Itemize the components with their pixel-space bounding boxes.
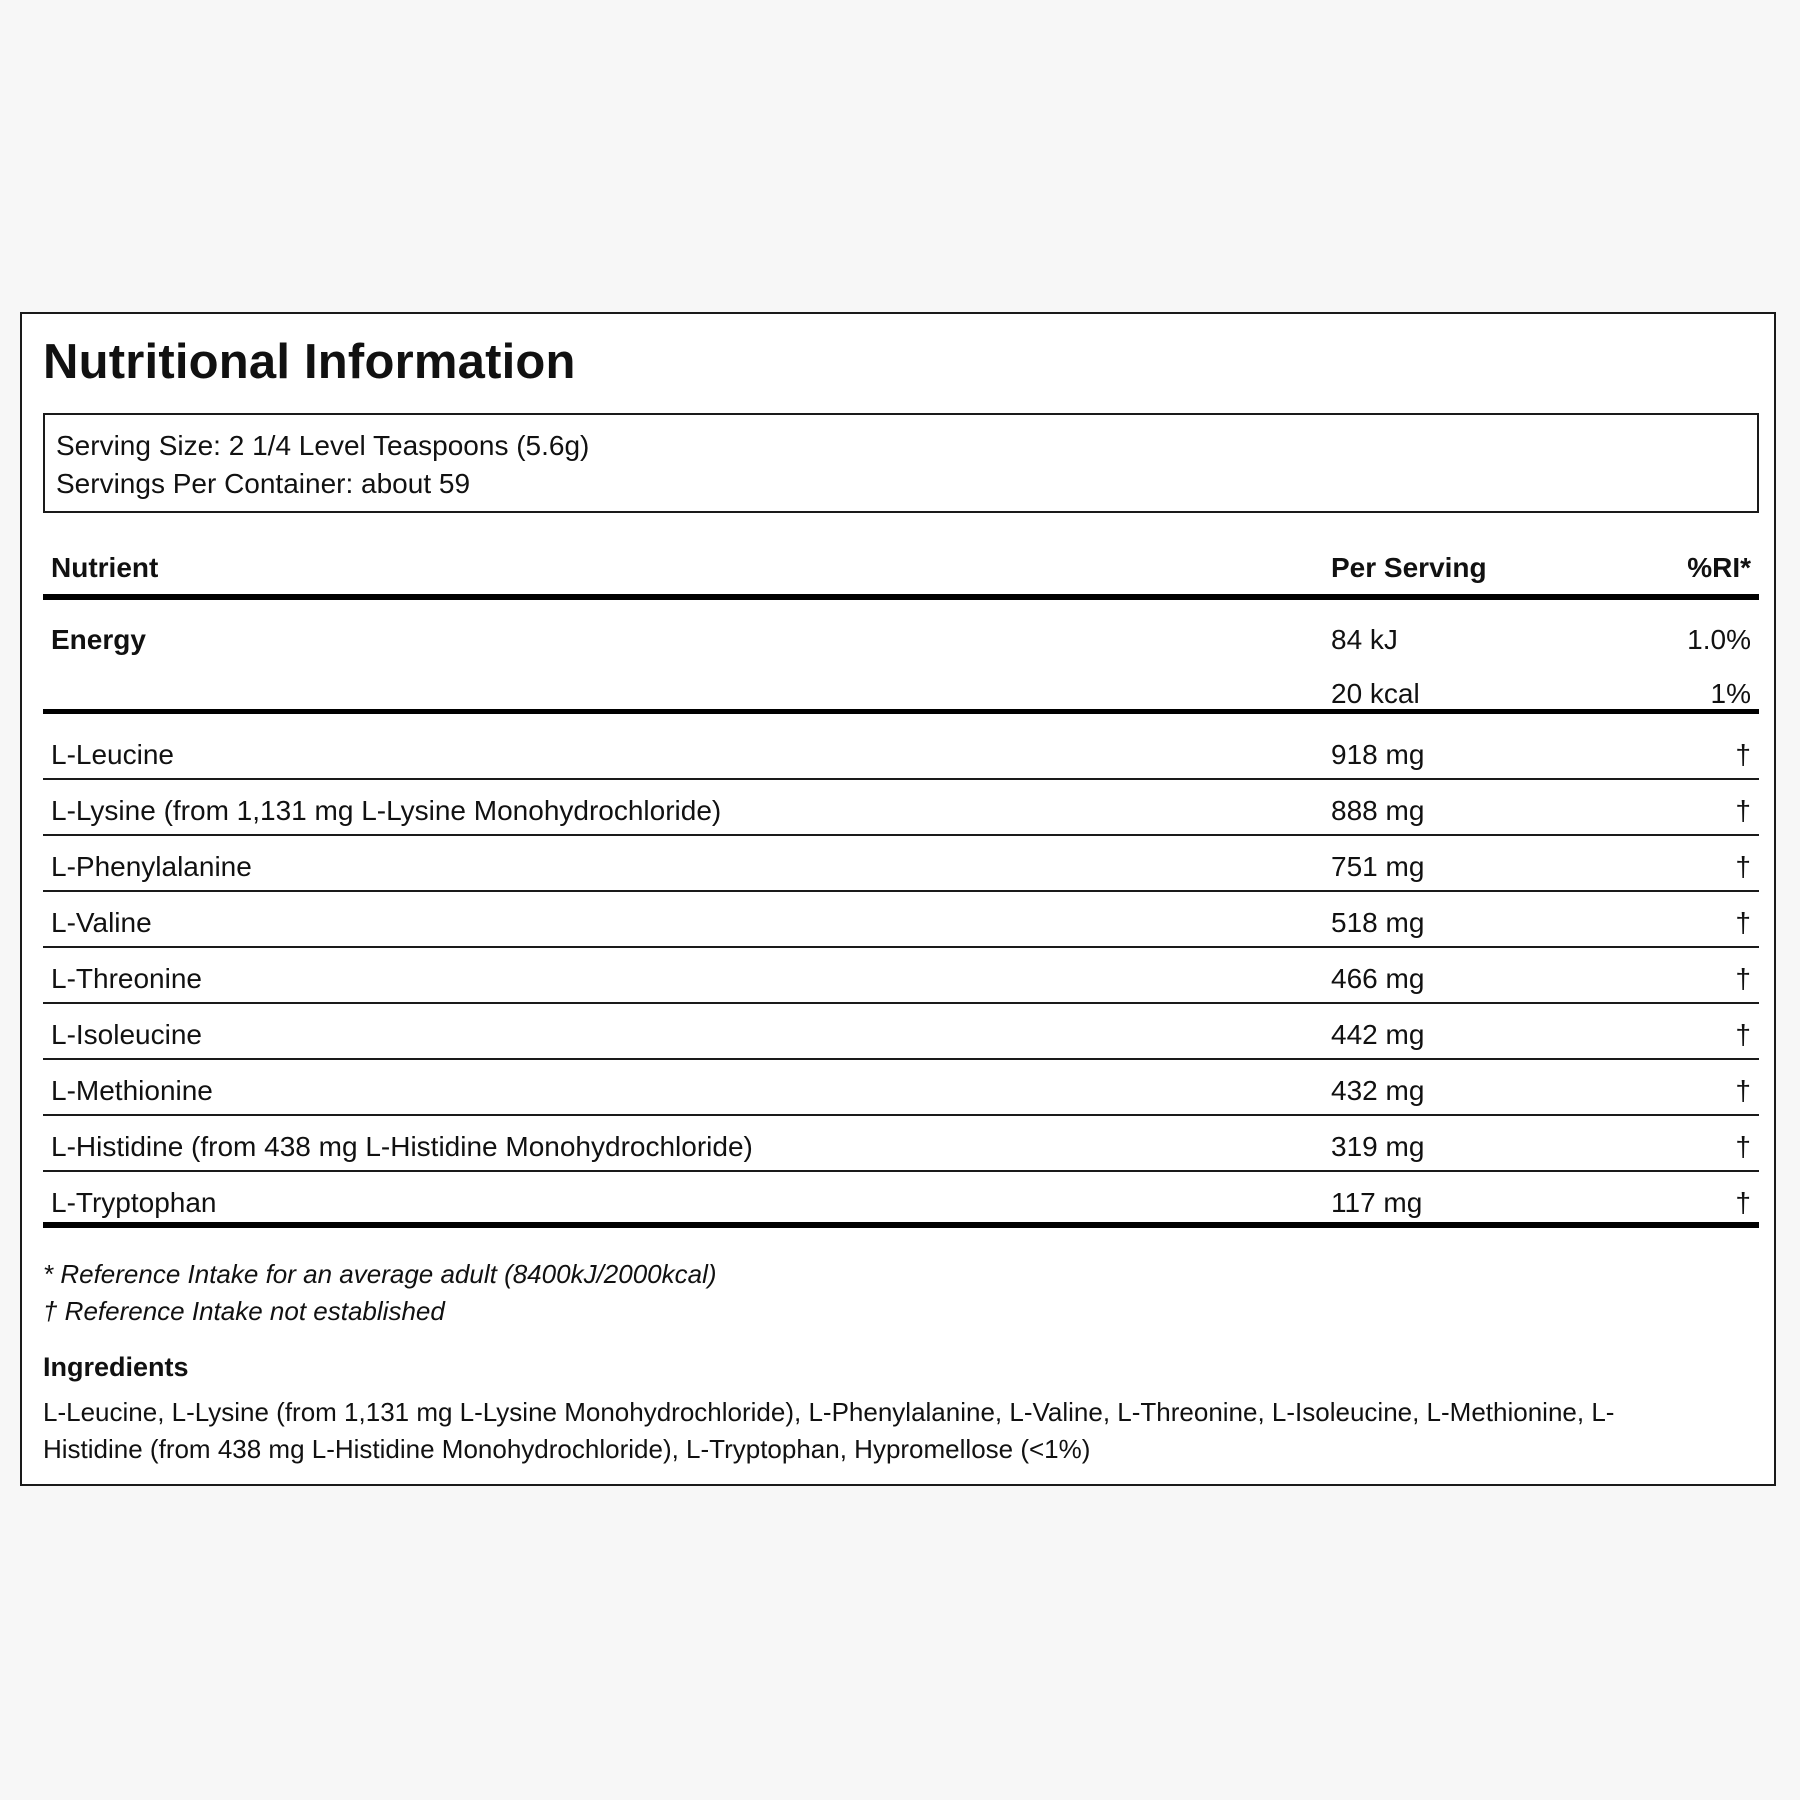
energy-kj-ri: 1.0% [1687, 624, 1751, 655]
table-row [43, 1116, 1759, 1172]
nutrient-ri: † [1735, 795, 1751, 826]
serving-info-box [43, 413, 1759, 513]
nutrient-amount: 319 mg [1331, 1131, 1425, 1162]
energy-row [43, 600, 1759, 714]
ingredients-title: Ingredients [43, 1352, 189, 1382]
table-row [43, 892, 1759, 948]
nutrient-name: L-Valine [51, 907, 152, 938]
header-ri: %RI* [1687, 552, 1751, 583]
nutrient-name: L-Histidine (from 438 mg L-Histidine Monohydrochloride) [51, 1131, 753, 1162]
label-title: Nutritional Information [43, 335, 576, 389]
energy-label: Energy [51, 624, 146, 655]
nutrient-ri: † [1735, 851, 1751, 882]
nutrient-ri: † [1735, 739, 1751, 770]
table-row [43, 1060, 1759, 1116]
nutrient-name: L-Tryptophan [51, 1187, 217, 1218]
nutrient-ri: † [1735, 907, 1751, 938]
energy-kj: 84 kJ [1331, 624, 1398, 655]
servings-per-container: Servings Per Container: about 59 [56, 468, 471, 499]
nutrient-amount: 432 mg [1331, 1075, 1425, 1106]
nutrient-amount: 888 mg [1331, 795, 1425, 826]
nutrient-ri: † [1735, 1131, 1751, 1162]
nutrient-table [43, 536, 1759, 1228]
nutrient-ri: † [1735, 1075, 1751, 1106]
energy-kcal-ri: 1% [1710, 678, 1751, 709]
nutrient-amount: 442 mg [1331, 1019, 1425, 1050]
footnotes [43, 1256, 717, 1330]
table-row [43, 836, 1759, 892]
nutrient-ri: † [1735, 963, 1751, 994]
table-header-row [43, 536, 1759, 600]
nutrient-ri: † [1735, 1019, 1751, 1050]
nutrient-name: L-Isoleucine [51, 1019, 202, 1050]
serving-size: Serving Size: 2 1/4 Level Teaspoons (5.6g) [56, 430, 590, 461]
header-per-serving: Per Serving [1331, 552, 1487, 583]
nutrient-name: L-Phenylalanine [51, 851, 252, 882]
table-row [43, 714, 1759, 780]
nutrient-amount: 918 mg [1331, 739, 1425, 770]
nutrient-name: L-Methionine [51, 1075, 213, 1106]
footnote-ri: * Reference Intake for an average adult (8400kJ/2000kcal) [43, 1259, 717, 1289]
nutrient-amount: 751 mg [1331, 851, 1425, 882]
nutrient-name: L-Threonine [51, 963, 202, 994]
nutrient-ri: † [1735, 1187, 1751, 1218]
nutrition-label [20, 312, 1776, 1486]
table-row [43, 780, 1759, 836]
table-row [43, 1004, 1759, 1060]
table-row [43, 1172, 1759, 1228]
table-row [43, 948, 1759, 1004]
energy-kcal: 20 kcal [1331, 678, 1420, 709]
ingredients-text: L-Leucine, L-Lysine (from 1,131 mg L-Lysine Monohydrochloride), L-Phenylalanine, L-Valine, L-Threonine, L-Isoleucine, L-Methionine, L-Histidine (from 438 mg L-Histidine Monohydrochloride), L-Tryptophan, Hypromellose (<1%) [43, 1397, 1615, 1464]
nutrient-name: L-Lysine (from 1,131 mg L-Lysine Monohydrochloride) [51, 795, 722, 826]
header-nutrient: Nutrient [51, 552, 159, 583]
nutrient-amount: 117 mg [1331, 1187, 1423, 1218]
footnote-not-established: † Reference Intake not established [43, 1296, 445, 1326]
nutrient-name: L-Leucine [51, 739, 174, 770]
nutrient-amount: 518 mg [1331, 907, 1425, 938]
nutrient-amount: 466 mg [1331, 963, 1425, 994]
